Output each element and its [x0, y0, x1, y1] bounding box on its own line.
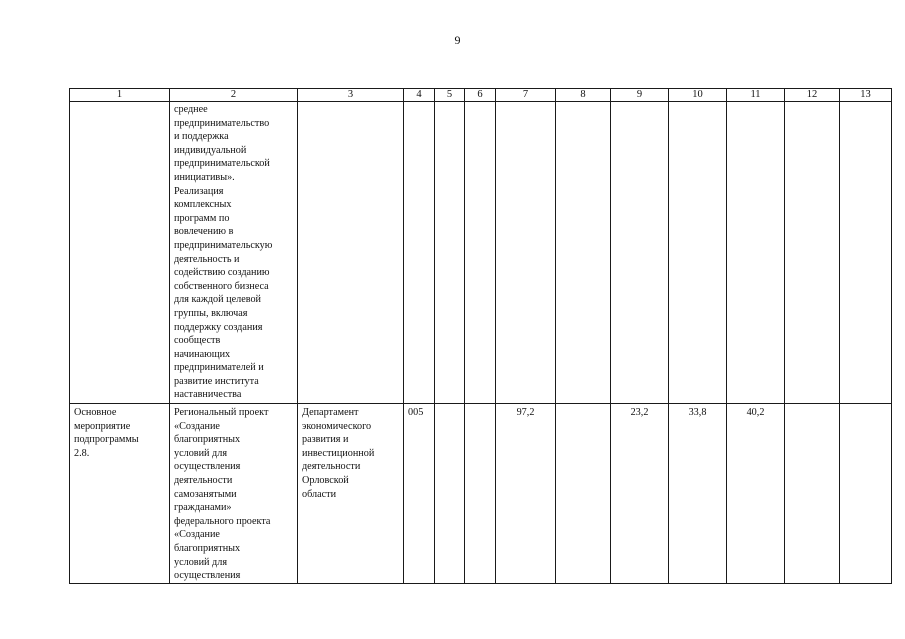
cell-col9 [611, 102, 669, 404]
cell-event-name [70, 102, 170, 404]
cell-col10 [669, 102, 727, 404]
cell-code [404, 102, 435, 404]
column-header: 3 [298, 89, 404, 102]
cell-col6 [465, 404, 496, 584]
cell-event-name [70, 404, 170, 584]
cell-executor [298, 102, 404, 404]
cell-col5 [435, 404, 465, 584]
cell-col12 [785, 102, 840, 404]
cell-col10-value: 33,8 [669, 404, 727, 584]
column-header: 4 [404, 89, 435, 102]
column-header: 6 [465, 89, 496, 102]
table-row [70, 404, 892, 584]
cell-col11 [727, 102, 785, 404]
page-number: 9 [454, 33, 461, 47]
event-name-text: Основное мероприятие подпрограммы 2.8. [74, 407, 139, 459]
table-row [70, 102, 892, 404]
column-header: 12 [785, 89, 840, 102]
cell-col13 [840, 102, 892, 404]
cell-col8 [556, 102, 611, 404]
cell-col7-value: 97,2 [496, 404, 556, 584]
column-header: 7 [496, 89, 556, 102]
cell-col5 [435, 102, 465, 404]
cell-col9-value: 23,2 [611, 404, 669, 584]
column-header: 10 [669, 89, 727, 102]
column-header: 2 [170, 89, 298, 102]
cell-col13 [840, 404, 892, 584]
column-header: 13 [840, 89, 892, 102]
program-table [69, 88, 892, 584]
cell-code: 005 [404, 404, 435, 584]
cell-description [170, 404, 298, 584]
table-header-row [70, 89, 892, 102]
cell-col12 [785, 404, 840, 584]
cell-col7 [496, 102, 556, 404]
cell-executor [298, 404, 404, 584]
description-text: Региональный проект «Создание благоприятных условий для осуществления деятельности самозанятыми гражданами» федерального проекта «Создание благоприятных условий для осуществления [174, 407, 271, 582]
column-header: 8 [556, 89, 611, 102]
cell-col8 [556, 404, 611, 584]
column-header: 11 [727, 89, 785, 102]
cell-col6 [465, 102, 496, 404]
column-header: 5 [435, 89, 465, 102]
cell-description [170, 102, 298, 404]
column-header: 9 [611, 89, 669, 102]
column-header: 1 [70, 89, 170, 102]
executor-text: Департамент экономического развития и инвестиционной деятельности Орловской области [302, 407, 375, 500]
description-text: среднее предпринимательство и поддержка индивидуальной предпринимательской инициативы». Реализация комплексных программ по вовлечению в предпринимательскую деятельность и содействию созданию собственного бизнеса для каждой целевой группы, включая поддержку создания сообществ начинающих предпринимателей и развитие института наставничества [174, 104, 273, 401]
cell-col11-value: 40,2 [727, 404, 785, 584]
